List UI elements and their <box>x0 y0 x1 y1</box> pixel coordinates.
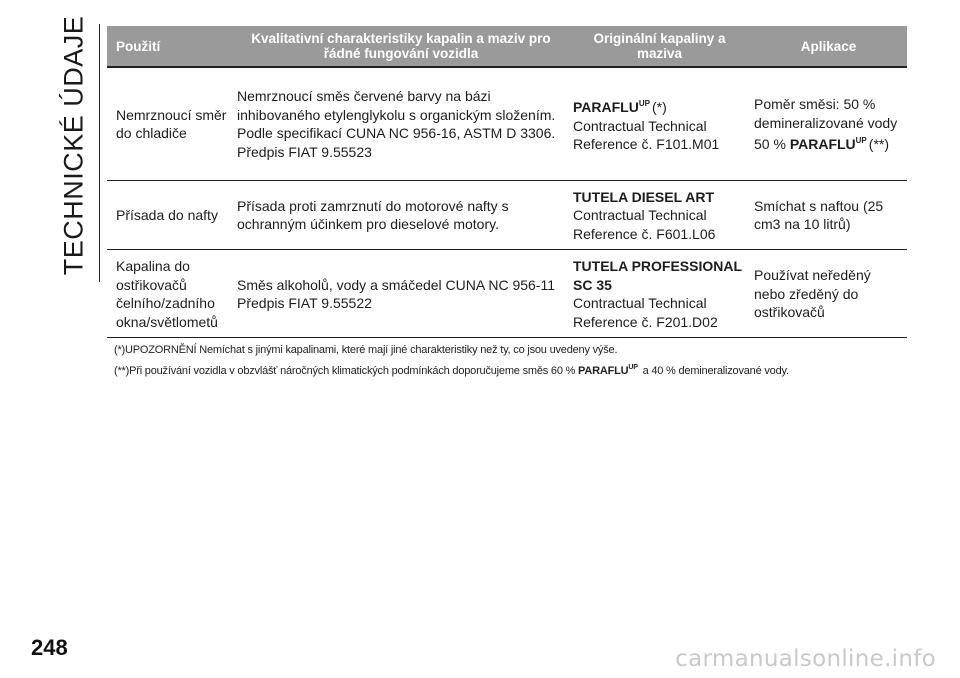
cell-product <box>569 250 750 338</box>
section-title-text: TECHNICKÉ ÚDAJE <box>58 15 89 275</box>
footnote-2-prefix: (**)Při používání vozidla v obzvlášť náročných klimatických podmínkách doporučujeme směs 60 % <box>114 365 576 377</box>
application-prefix: 50 % <box>754 136 786 152</box>
cell-specification: Přísada proti zamrznutí do motorové nafty s ochranným účinkem pro dieselové motory. <box>233 180 569 250</box>
header-application: Aplikace <box>750 26 907 67</box>
cell-use: Přísada do nafty <box>107 180 233 250</box>
spec-line: Nemrznoucí směs červené barvy na bázi inhibovaného etylenglykolu s organickým složením. <box>237 88 556 123</box>
reference-line: Reference č. F101.M01 <box>573 136 720 152</box>
reference-line: Contractual Technical <box>573 207 707 223</box>
reference-line: Contractual Technical <box>573 117 707 134</box>
spec-line: Předpis FIAT 9.55522 <box>237 295 372 311</box>
product-name: PARAFLU <box>573 99 639 115</box>
application-brand: PARAFLU <box>789 136 856 152</box>
header-row <box>107 26 907 67</box>
spec-line: Předpis FIAT 9.55523 <box>237 143 372 160</box>
application-brand-superscript: UP <box>855 136 867 145</box>
footnote-1: (*)UPOZORNĚNÍ Nemíchat s jinými kapalinami, které mají jiné charakteristiky než ty, co jsou uvedeny výše. <box>114 344 618 356</box>
table-body <box>107 67 907 338</box>
product-superscript: UP <box>638 99 650 108</box>
cell-application: Smíchat s naftou (25 cm3 na 10 litrů) <box>750 180 907 250</box>
table-header <box>107 26 907 67</box>
application-line: Poměr směsi: 50 % <box>754 96 876 112</box>
table-row <box>107 180 907 250</box>
product-note-mark: (*) <box>651 99 667 115</box>
watermark: carmanualsonline.info <box>675 646 936 672</box>
cell-application: Používat neředěný nebo zředěný do ostřikovačů <box>750 250 907 338</box>
reference-line: Reference č. F201.D02 <box>573 313 718 330</box>
header-original-fluids: Originální kapaliny a maziva <box>569 26 750 67</box>
cell-use: Kapalina do ostřikovačů čelního/zadního okna/světlometů <box>107 250 233 338</box>
page-number: 248 <box>31 635 68 660</box>
cell-product <box>569 180 750 250</box>
spec-line: Podle specifikací CUNA NC 956-16, ASTM D 3306. <box>237 125 556 142</box>
product-name: TUTELA PROFESSIONAL SC 35 <box>573 258 742 293</box>
cell-product <box>569 67 750 180</box>
reference-line: Reference č. F601.L06 <box>573 225 716 242</box>
footnote-2 <box>114 359 907 380</box>
table-row <box>107 67 907 180</box>
footnote-2-brand: PARAFLU <box>578 365 629 377</box>
application-note-mark: (**) <box>868 136 890 152</box>
cell-use: Nemrznoucí směr do chladiče <box>107 67 233 180</box>
section-title <box>52 15 96 275</box>
cell-specification <box>233 67 569 180</box>
footnotes <box>107 338 907 380</box>
cell-application <box>750 67 907 180</box>
fluids-table-container <box>107 26 907 380</box>
section-divider <box>99 24 100 282</box>
footnote-2-suffix: a 40 % demineralizované vody. <box>642 365 789 377</box>
header-use: Použití <box>107 26 233 67</box>
reference-line: Contractual Technical <box>573 295 707 311</box>
fluids-table <box>107 26 907 338</box>
product-name: TUTELA DIESEL ART <box>573 188 715 205</box>
header-specification: Kvalitativní charakteristiky kapalin a maziv pro řádné fungování vozidla <box>233 26 569 67</box>
table-row <box>107 250 907 338</box>
cell-specification <box>233 250 569 338</box>
application-line: demineralizované vody <box>754 114 898 131</box>
footnote-2-brand-superscript: UP <box>628 364 638 371</box>
spec-line: Směs alkoholů, vody a smáčedel CUNA NC 956-11 <box>237 276 556 293</box>
